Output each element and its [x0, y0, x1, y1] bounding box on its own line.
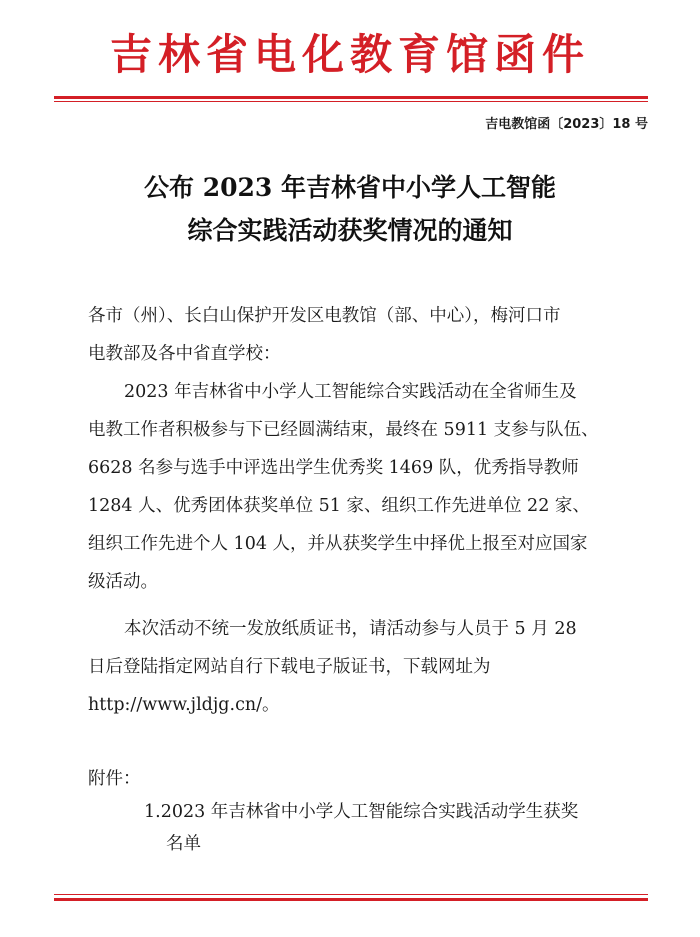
paragraph-results-line-1: 2023 年吉林省中小学人工智能综合实践活动在全省师生及 — [124, 382, 577, 402]
notice-title-line-1: 公布 2023 年吉林省中小学人工智能 — [144, 173, 556, 202]
letterhead-rule-top-thick — [54, 96, 648, 99]
download-url: http://www.jldjg.cn/。 — [88, 695, 280, 715]
attachment-item-1 — [144, 796, 654, 860]
footer-rule-thick — [54, 898, 648, 901]
paragraph-results-line-2: 电教工作者积极参与下已经圆满结束，最终在 5911 支参与队伍、 — [88, 420, 599, 440]
notice-title — [0, 166, 700, 252]
paragraph-results-line-4: 1284 人、优秀团体获奖单位 51 家、组织工作先进单位 22 家、 — [88, 496, 590, 516]
paragraph-results-line-3: 6628 名参与选手中评选出学生优秀奖 1469 队，优秀指导教师 — [88, 458, 579, 478]
salutation — [88, 297, 648, 373]
footer-rule-thin — [54, 894, 648, 895]
attachment-item-1-line-2: 名单 — [166, 834, 201, 854]
notice-title-line-2: 综合实践活动获奖情况的通知 — [187, 216, 513, 245]
letterhead-rule-top-thin — [54, 101, 648, 102]
salutation-line-1: 各市（州）、长白山保护开发区电教馆（部、中心），梅河口市 — [88, 306, 561, 326]
paragraph-certificates — [88, 610, 648, 724]
attachment-item-1-line-1: 1.2023 年吉林省中小学人工智能综合实践活动学生获奖 — [144, 802, 579, 822]
letterhead-title: 吉林省电化教育馆函件 — [109, 30, 590, 79]
document-number: 吉电教馆函〔2023〕18 号 — [485, 117, 648, 132]
paragraph-results-line-6: 级活动。 — [88, 572, 158, 592]
paragraph-results — [88, 373, 648, 601]
paragraph-certificates-line-1: 本次活动不统一发放纸质证书，请活动参与人员于 5 月 28 — [124, 619, 577, 639]
paragraph-certificates-line-2: 日后登陆指定网站自行下载电子版证书，下载网址为 — [88, 657, 491, 677]
attachments-label: 附件： — [88, 769, 141, 789]
paragraph-results-line-5: 组织工作先进个人 104 人，并从获奖学生中择优上报至对应国家 — [88, 534, 588, 554]
salutation-line-2: 电教部及各中省直学校： — [88, 344, 281, 364]
